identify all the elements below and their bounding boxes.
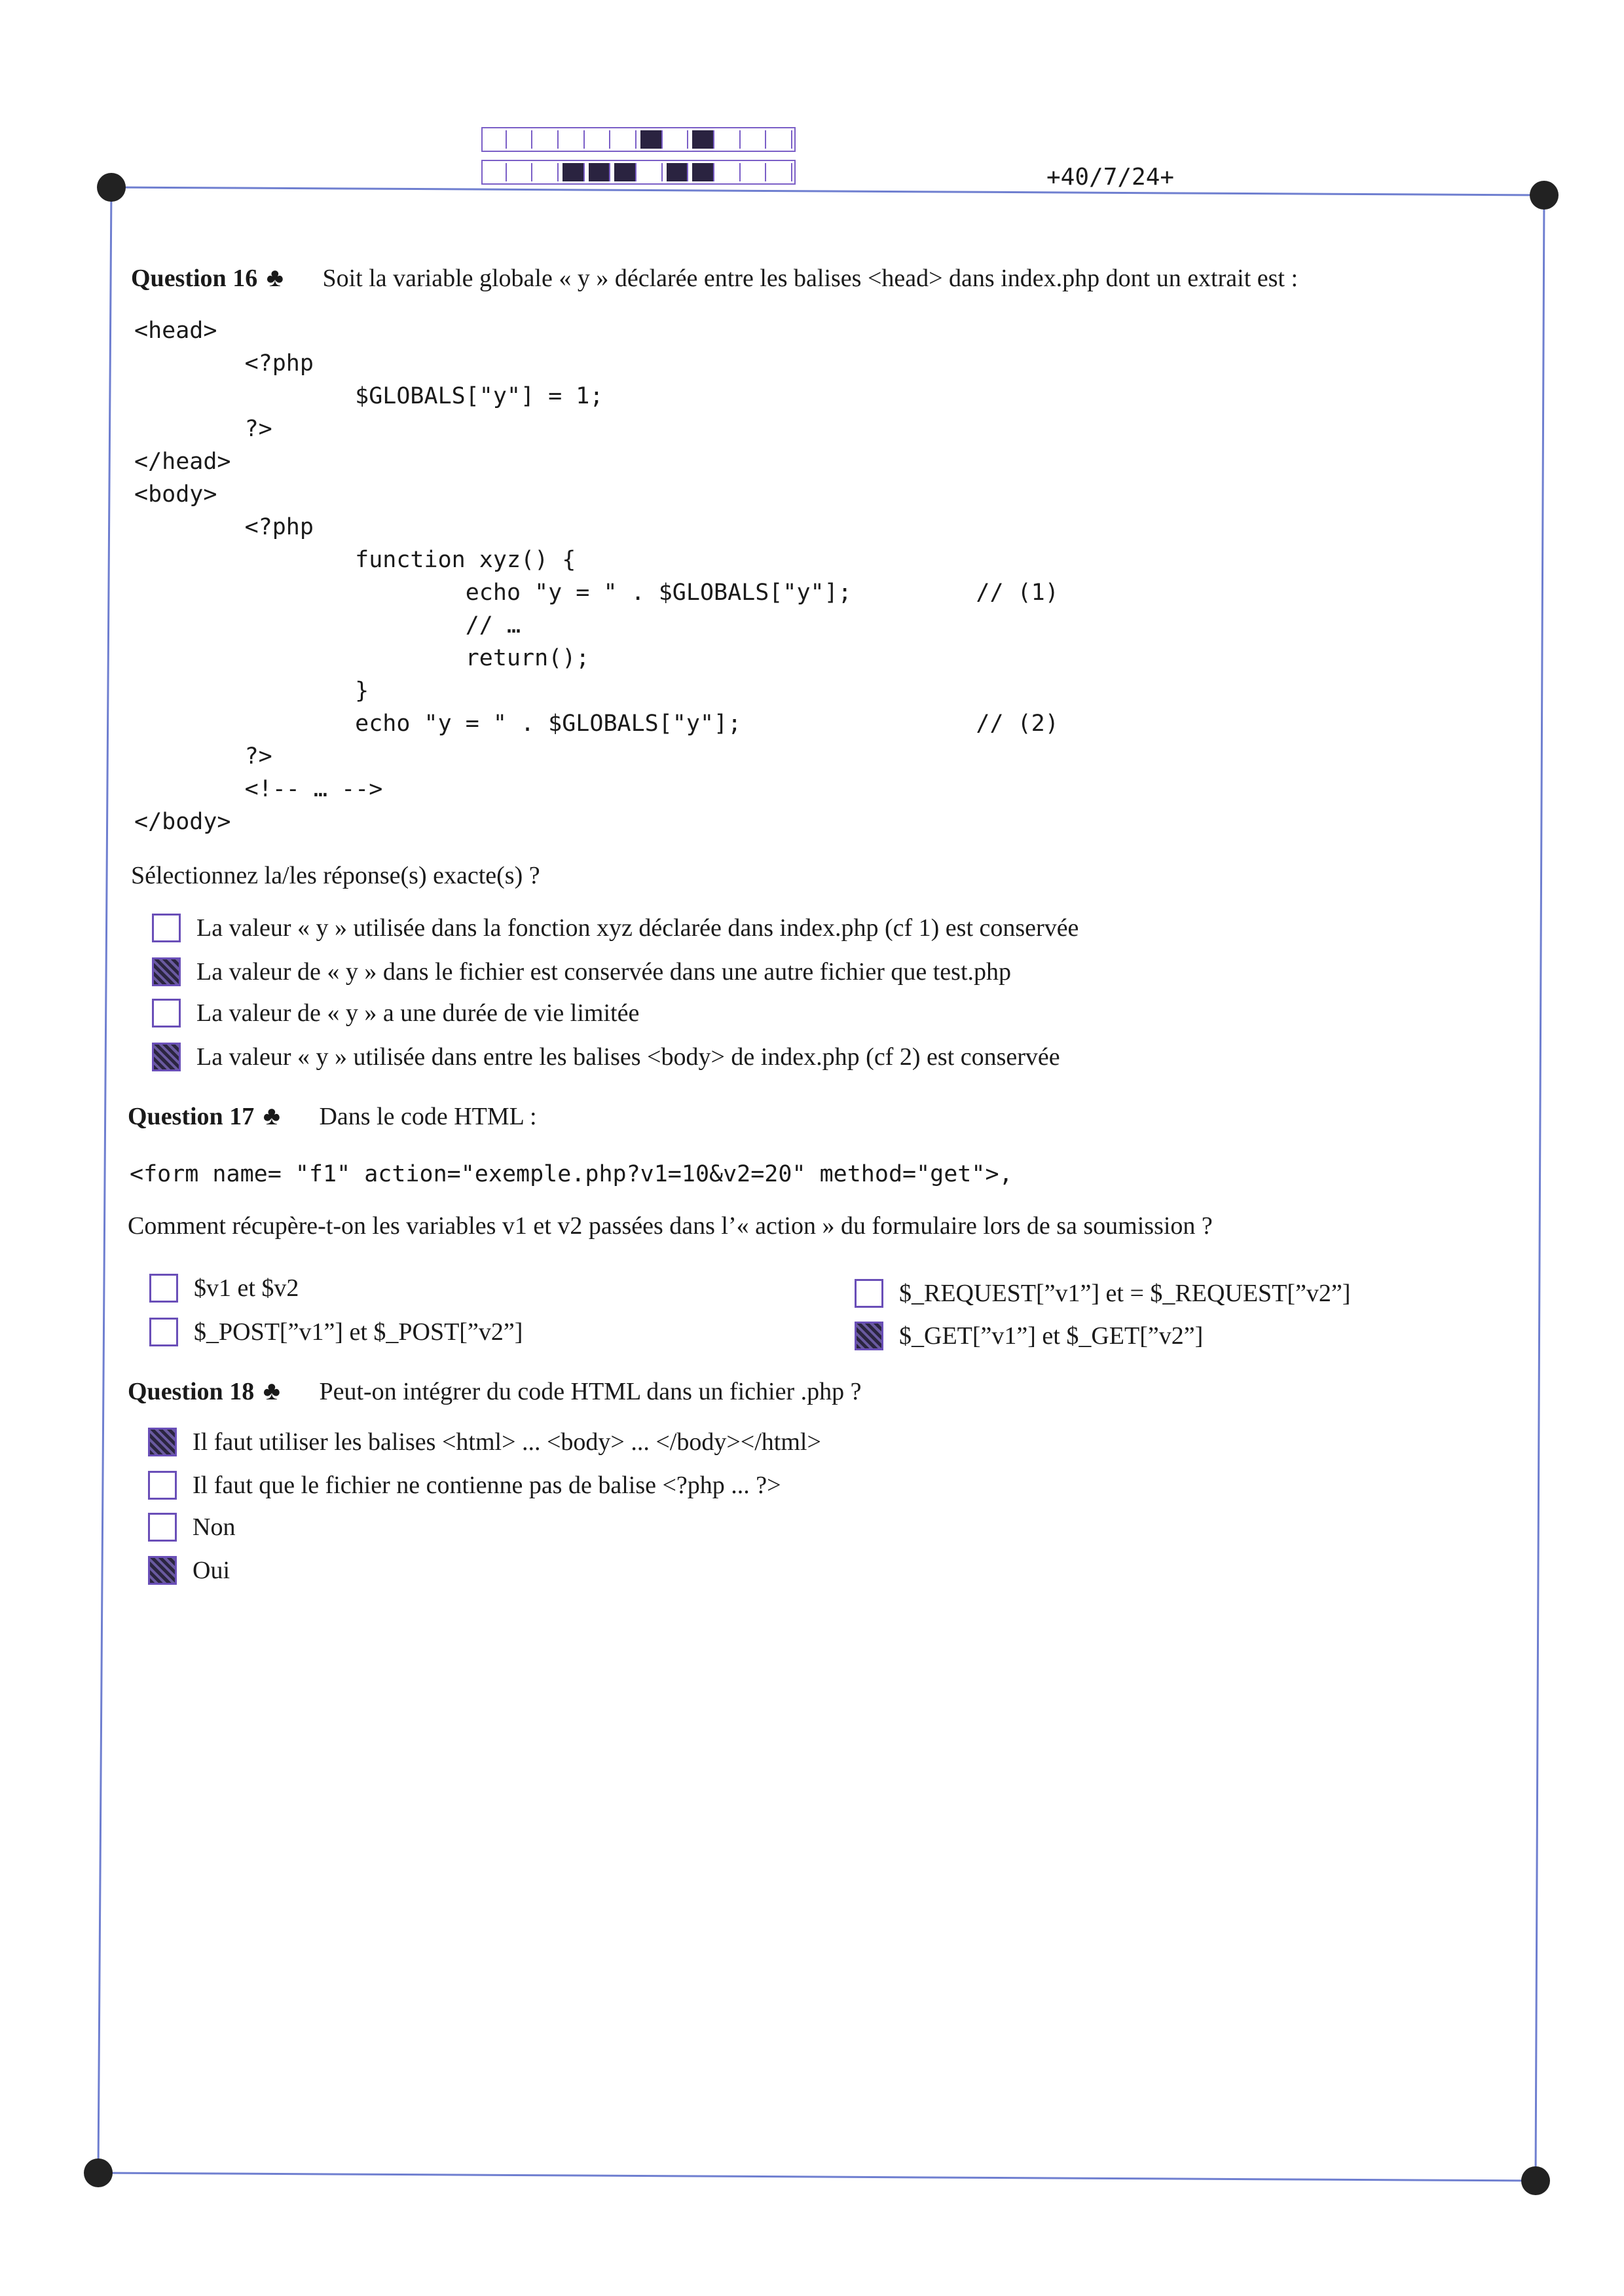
question-17-header — [128, 1100, 537, 1131]
barcode-cell — [563, 163, 585, 181]
barcode-cell — [718, 163, 741, 181]
option-label: Non — [193, 1513, 236, 1541]
barcode-cell — [718, 130, 741, 149]
q17-option-3[interactable] — [855, 1279, 1350, 1308]
barcode-cell — [745, 163, 767, 181]
corner-marker-bottom-left — [84, 2158, 113, 2187]
club-icon: ♣ — [263, 1101, 280, 1130]
q16-option-4[interactable] — [152, 1043, 1060, 1071]
question-16-number: Question 16 — [131, 265, 258, 292]
question-18-header — [128, 1375, 861, 1406]
barcode-cell — [511, 163, 533, 181]
barcode-cell — [589, 163, 611, 181]
question-16-header — [131, 262, 1298, 293]
barcode-cell — [770, 130, 792, 149]
checkbox[interactable] — [152, 999, 181, 1028]
barcode-cell — [692, 130, 714, 149]
barcode-row-1 — [481, 127, 796, 152]
question-17-question: Comment récupère-t-on les variables v1 et v2 passées dans l’« action » du formulaire lors de sa soumission ? — [128, 1212, 1213, 1240]
question-16-code: <head> <?php $GLOBALS["y"] = 1; ?> </head> <body> <?php function xyz() { echo "y = " . $GLOBALS["y"]; // (1) // … return(); } echo "y = " . $GLOBALS["y"]; // (2) ?> <!-- … --> </body> — [134, 318, 1059, 835]
option-label: $_GET[”v1”] et $_GET[”v2”] — [899, 1322, 1204, 1350]
checkbox[interactable] — [149, 1274, 178, 1303]
barcode-cell — [536, 130, 559, 149]
barcode-cell — [770, 163, 792, 181]
checkbox[interactable] — [148, 1513, 177, 1542]
club-icon: ♣ — [266, 263, 284, 292]
question-16-instruction: Sélectionnez la/les réponse(s) exacte(s) ? — [131, 862, 540, 889]
option-label: La valeur de « y » a une durée de vie limitée — [196, 999, 640, 1027]
checkbox[interactable] — [149, 1318, 178, 1346]
option-label: $v1 et $v2 — [194, 1274, 299, 1302]
barcode-cell — [614, 163, 637, 181]
checkbox[interactable] — [148, 1471, 177, 1500]
corner-marker-top-right — [1530, 181, 1559, 210]
question-16-prompt: Soit la variable globale « y » déclarée entre les balises <head> dans index.php dont un extrait est : — [322, 265, 1299, 292]
barcode-cell — [745, 130, 767, 149]
checkbox[interactable] — [855, 1279, 883, 1308]
question-17-code: <form name= "f1" action="exemple.php?v1=10&v2=20" method="get">, — [130, 1161, 1013, 1187]
q16-option-2[interactable] — [152, 957, 1011, 986]
question-18-prompt: Peut-on intégrer du code HTML dans un fichier .php ? — [319, 1378, 862, 1405]
q16-option-1[interactable] — [152, 914, 1079, 942]
option-label: Il faut que le fichier ne contienne pas de balise <?php ... ?> — [193, 1472, 781, 1499]
barcode-cell — [563, 130, 585, 149]
barcode-row-2 — [481, 160, 796, 185]
checkbox[interactable] — [855, 1322, 883, 1350]
checkbox[interactable] — [152, 914, 181, 942]
q18-option-2[interactable] — [148, 1471, 781, 1500]
checkbox[interactable] — [148, 1556, 177, 1585]
barcode-cell — [692, 163, 714, 181]
option-label: La valeur « y » utilisée dans entre les balises <body> de index.php (cf 2) est conservée — [196, 1043, 1060, 1071]
question-18-number: Question 18 — [128, 1378, 255, 1405]
corner-marker-bottom-right — [1521, 2166, 1550, 2195]
option-label: Il faut utiliser les balises <html> ... <body> ... </body></html> — [193, 1428, 821, 1456]
barcode-cell — [640, 130, 663, 149]
page-code: +40/7/24+ — [1046, 164, 1175, 191]
q18-option-3[interactable] — [148, 1513, 235, 1542]
option-label: La valeur « y » utilisée dans la fonction xyz déclarée dans index.php (cf 1) est conservée — [196, 914, 1079, 942]
barcode-cell — [614, 130, 637, 149]
barcode-cell — [536, 163, 559, 181]
barcode-cell — [485, 130, 507, 149]
q17-option-1[interactable] — [149, 1274, 299, 1303]
option-label: $_POST[”v1”] et $_POST[”v2”] — [194, 1318, 523, 1346]
barcode-cell — [485, 163, 507, 181]
q18-option-4[interactable] — [148, 1556, 230, 1585]
barcode-cell — [511, 130, 533, 149]
q17-option-4[interactable] — [855, 1322, 1203, 1350]
question-17-prompt: Dans le code HTML : — [319, 1103, 537, 1130]
barcode-cell — [640, 163, 663, 181]
q17-option-2[interactable] — [149, 1318, 523, 1346]
club-icon: ♣ — [263, 1376, 280, 1405]
q16-option-3[interactable] — [152, 999, 639, 1028]
option-label: La valeur de « y » dans le fichier est conservée dans une autre fichier que test.php — [196, 958, 1011, 986]
checkbox[interactable] — [152, 957, 181, 986]
barcode-cell — [589, 130, 611, 149]
corner-marker-top-left — [97, 173, 126, 202]
question-17-number: Question 17 — [128, 1103, 255, 1130]
option-label: Oui — [193, 1557, 230, 1584]
barcode-cell — [667, 163, 689, 181]
option-label: $_REQUEST[”v1”] et = $_REQUEST[”v2”] — [899, 1280, 1351, 1307]
q18-option-1[interactable] — [148, 1428, 821, 1456]
checkbox[interactable] — [152, 1043, 181, 1071]
barcode-cell — [667, 130, 689, 149]
checkbox[interactable] — [148, 1428, 177, 1456]
